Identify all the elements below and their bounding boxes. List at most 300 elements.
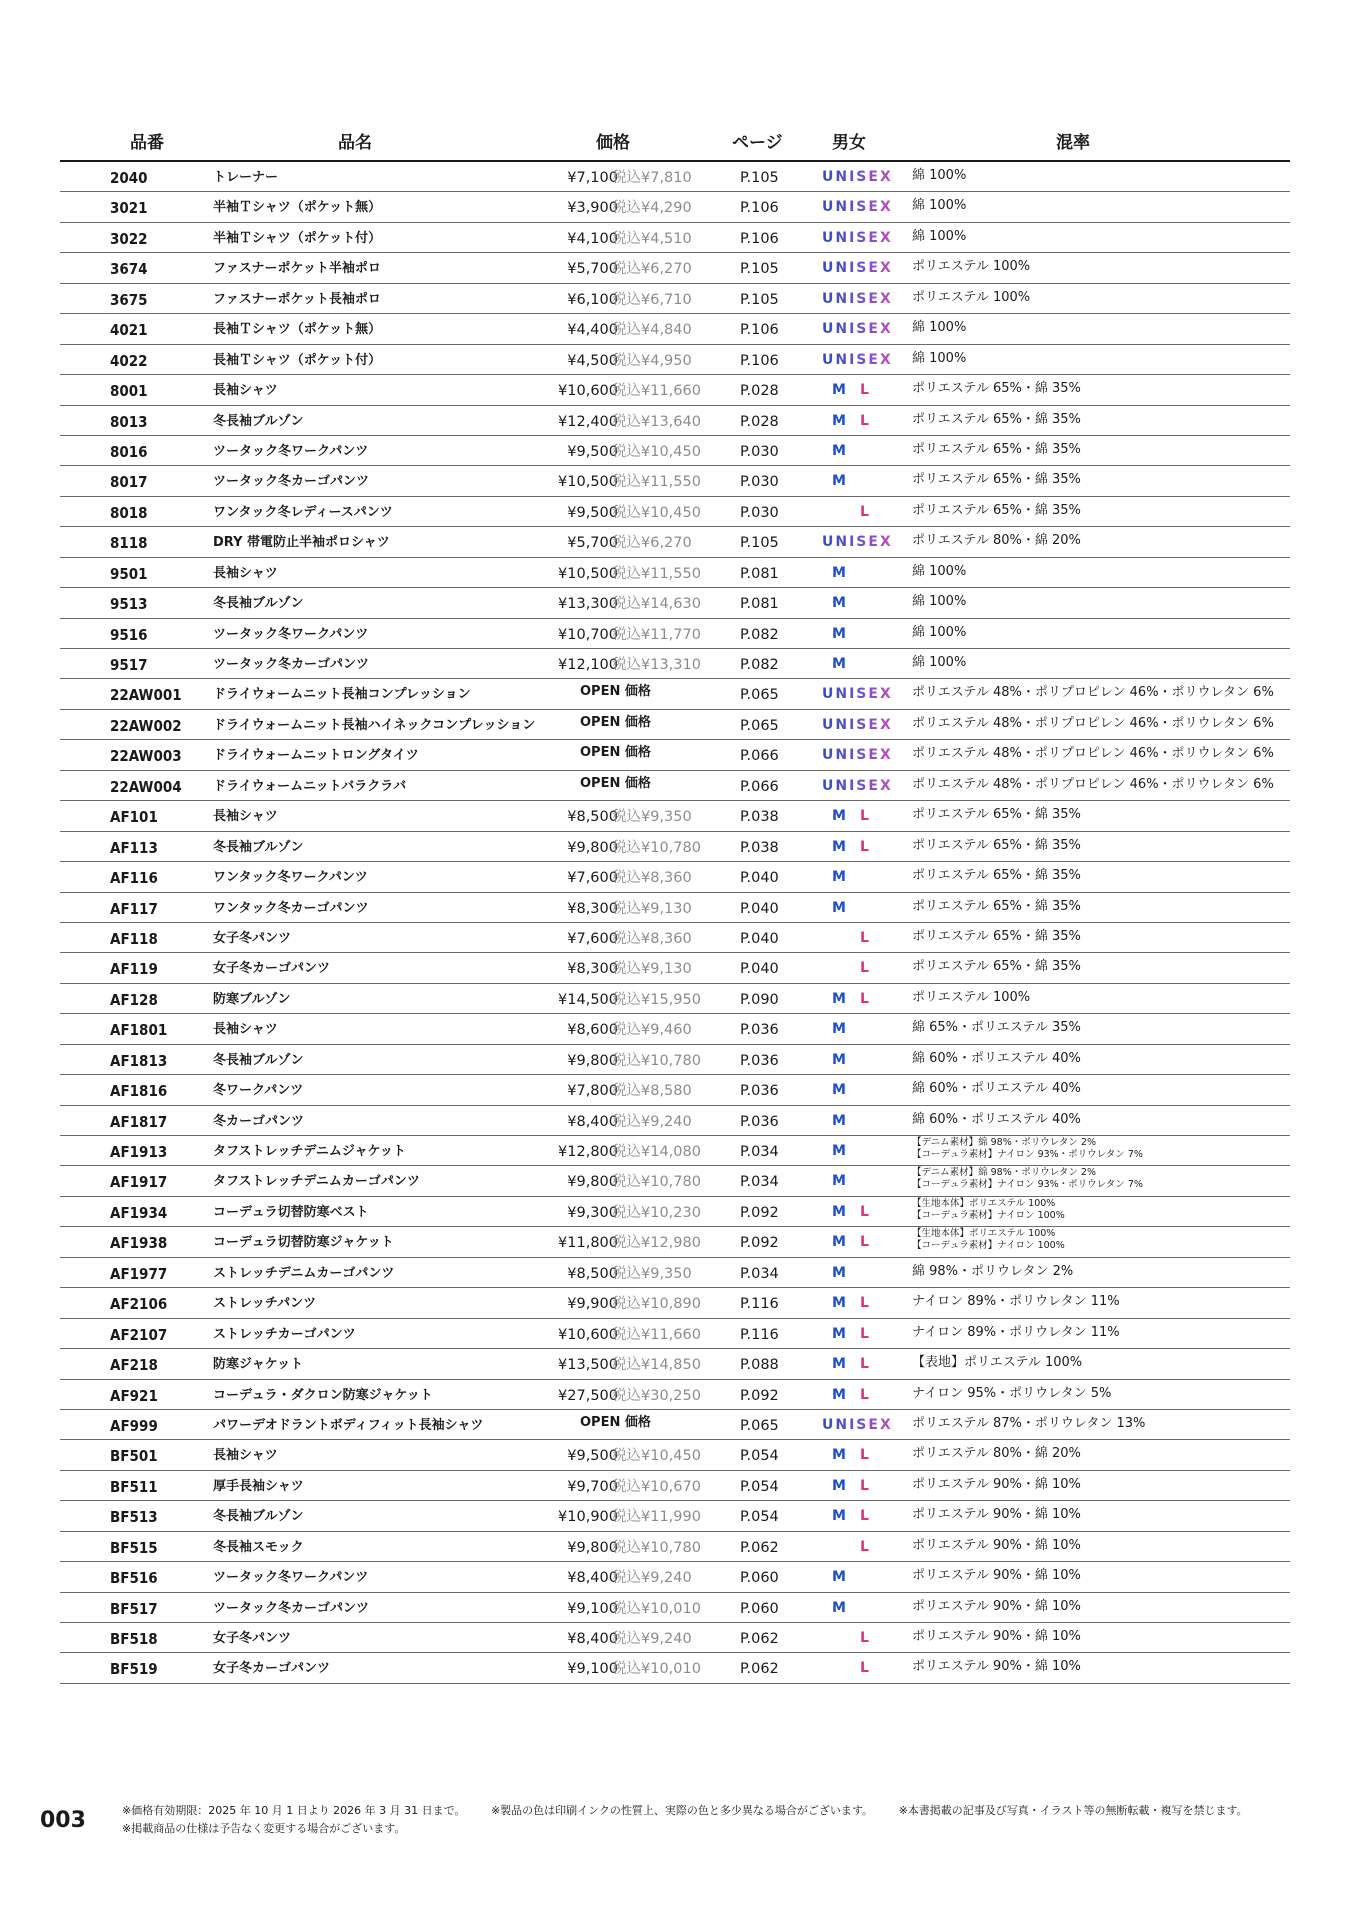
product-code: AF1913 [110, 1143, 168, 1161]
price: ¥10,600 [558, 383, 618, 400]
product-code: AF1816 [110, 1082, 168, 1101]
product-name: 冬長袖ブルゾン [213, 1509, 304, 1525]
gender-marks [822, 991, 886, 1009]
product-code: AF1938 [110, 1234, 168, 1253]
catalog-page: P.082 [740, 626, 779, 643]
price: ¥12,100 [558, 657, 618, 673]
gender-marks [822, 1387, 886, 1405]
product-name: ツータック冬カーゴパンツ [213, 1600, 370, 1616]
price-tax-included: 税込¥8,360 [612, 870, 692, 887]
price: ¥9,800 [567, 839, 618, 856]
unisex-badge: UNISEX [822, 199, 893, 216]
gender-marks [822, 1630, 886, 1648]
ladies-badge: L [860, 1538, 869, 1555]
table-row [60, 862, 1290, 892]
price-tax-included: 税込¥10,010 [612, 1661, 701, 1678]
product-name: ストレッチパンツ [213, 1296, 317, 1312]
ladies-badge: L [860, 929, 869, 946]
catalog-page: P.028 [740, 413, 779, 430]
catalog-page: P.060 [740, 1600, 779, 1617]
table-row [60, 832, 1290, 862]
mens-badge: M [832, 1021, 846, 1038]
product-name: 防寒ブルゾン [213, 991, 291, 1007]
fabric-blend: ポリエステル 65%・綿 35% [912, 381, 1081, 397]
fabric-blend: ポリエステル 48%・ポリプロピレン 46%・ポリウレタン 6% [912, 685, 1274, 701]
mens-badge: M [832, 1203, 846, 1220]
product-code: BF517 [110, 1599, 158, 1618]
catalog-page: P.040 [740, 870, 779, 887]
product-name: 長袖シャツ [213, 809, 278, 825]
fabric-blend: ポリエステル 65%・綿 35% [912, 502, 1081, 518]
catalog-page: P.105 [740, 261, 779, 278]
gender-marks [822, 1447, 886, 1465]
price-tax-included: 税込¥10,890 [612, 1296, 701, 1313]
catalog-page: P.106 [740, 230, 779, 247]
gender-marks [822, 686, 893, 704]
price-tax-included: 税込¥10,010 [612, 1600, 701, 1617]
mens-badge: M [832, 838, 846, 855]
catalog-page: P.092 [740, 1204, 779, 1221]
fabric-blend-line2: 【コーデュラ素材】ナイロン 100% [912, 1209, 1065, 1221]
product-name: ワンタック冬カーゴパンツ [213, 900, 369, 916]
catalog-page: P.081 [740, 565, 779, 582]
price: ¥9,500 [567, 443, 618, 460]
gender-marks [822, 169, 893, 187]
table-row [60, 588, 1290, 618]
price: ¥4,400 [567, 322, 618, 339]
ladies-badge: L [860, 1295, 869, 1312]
product-code: 9516 [110, 625, 148, 644]
fabric-blend: ポリエステル 87%・ポリウレタン 13% [912, 1415, 1146, 1431]
fabric-blend-line1: 【デニム素材】綿 98%・ポリウレタン 2% [912, 1137, 1096, 1148]
gender-marks [822, 1478, 886, 1496]
product-name: ワンタック冬ワークパンツ [213, 870, 368, 886]
fabric-blend [912, 1228, 1272, 1252]
mens-badge: M [832, 1599, 846, 1616]
table-row [60, 619, 1290, 649]
fabric-blend: ナイロン 89%・ポリウレタン 11% [912, 1294, 1120, 1310]
product-name: タフストレッチデニムジャケット [213, 1144, 406, 1159]
unisex-badge: UNISEX [822, 290, 893, 307]
price: ¥7,100 [567, 170, 618, 186]
price: ¥10,700 [558, 626, 618, 643]
fabric-blend: ポリエステル 65%・綿 35% [912, 472, 1081, 488]
table-row [60, 1380, 1290, 1410]
product-code: AF116 [110, 869, 158, 888]
unisex-badge: UNISEX [822, 260, 893, 277]
product-code: 22AW001 [110, 686, 182, 705]
price-tax-included: 税込¥9,350 [612, 809, 692, 826]
mens-badge: M [832, 1143, 846, 1159]
table-row [60, 710, 1290, 740]
price-tax-included: 税込¥10,450 [612, 504, 701, 521]
footer-note-color: ※製品の色は印刷インクの性質上、実際の色と多少異なる場合がございます。 [490, 1804, 874, 1817]
price-tax-included: 税込¥4,840 [612, 322, 692, 339]
product-code: AF1934 [110, 1203, 168, 1222]
product-code: 22AW003 [110, 747, 182, 766]
fabric-blend: ポリエステル 100% [912, 259, 1031, 275]
catalog-page: P.105 [740, 291, 779, 308]
ladies-badge: L [860, 1356, 869, 1373]
mens-badge: M [832, 442, 846, 459]
gender-marks [822, 413, 886, 431]
ladies-badge: L [860, 1630, 869, 1646]
fabric-blend: 綿 100% [912, 198, 967, 214]
header-name: 品名 [338, 133, 372, 153]
gender-marks [822, 290, 893, 309]
price-tax-included: 税込¥10,670 [612, 1478, 701, 1495]
gender-marks [822, 1660, 886, 1678]
ladies-badge: L [860, 1325, 869, 1342]
product-code: AF1801 [110, 1021, 168, 1040]
catalog-page: P.105 [740, 535, 779, 552]
table-row [60, 923, 1290, 953]
price-tax-included: 税込¥4,510 [612, 230, 692, 247]
product-name: 冬長袖スモック [213, 1539, 304, 1555]
ladies-badge: L [860, 503, 869, 520]
price: ¥12,800 [558, 1144, 618, 1160]
price: ¥9,100 [567, 1600, 618, 1617]
product-name: ドライウォームニット長袖ハイネックコンプレッション [213, 717, 536, 733]
catalog-page: P.036 [740, 1022, 779, 1039]
price: ¥9,100 [567, 1661, 618, 1678]
fabric-blend: ポリエステル 65%・綿 35% [912, 441, 1081, 457]
unisex-badge: UNISEX [822, 351, 893, 368]
product-code: AF119 [110, 960, 158, 979]
price-tax-included: 税込¥4,290 [612, 200, 692, 217]
gender-marks [822, 382, 886, 400]
product-code: AF101 [110, 808, 158, 827]
catalog-page: P.105 [740, 170, 779, 186]
product-name: コーデュラ切替防寒ジャケット [213, 1235, 394, 1251]
price-tax-included: 税込¥14,850 [612, 1357, 701, 1374]
ladies-badge: L [860, 1386, 869, 1403]
unisex-badge: UNISEX [822, 777, 893, 794]
catalog-page: P.038 [740, 809, 779, 826]
product-code: BF511 [110, 1477, 158, 1496]
mens-badge: M [832, 1325, 846, 1342]
fabric-blend: ポリエステル 80%・綿 20% [912, 533, 1081, 549]
catalog-page: P.106 [740, 322, 779, 339]
product-name: 女子冬カーゴパンツ [213, 961, 331, 977]
table-header [60, 124, 1290, 162]
price-tax-included: 税込¥11,660 [612, 383, 701, 400]
fabric-blend: ポリエステル 65%・綿 35% [912, 411, 1081, 427]
product-name: ドライウォームニットロングタイツ [213, 748, 419, 764]
mens-badge: M [832, 990, 846, 1007]
price: ¥8,300 [567, 900, 618, 917]
gender-marks [822, 351, 893, 370]
product-code: 3022 [110, 229, 148, 248]
product-table [60, 162, 1290, 1684]
fabric-blend: ポリエステル 48%・ポリプロピレン 46%・ポリウレタン 6% [912, 715, 1274, 731]
price: ¥12,400 [558, 413, 618, 430]
catalog-page: P.062 [740, 1539, 779, 1556]
mens-badge: M [832, 595, 846, 612]
product-name: ツータック冬ワークパンツ [213, 443, 369, 459]
gender-marks [822, 321, 893, 339]
table-row [60, 406, 1290, 436]
gender-marks [822, 1539, 886, 1557]
mens-badge: M [832, 382, 846, 399]
price: ¥9,500 [567, 504, 618, 521]
product-code: 9513 [110, 595, 148, 614]
product-name: 冬ワークパンツ [213, 1083, 304, 1099]
price: ¥8,400 [567, 1570, 618, 1587]
price: ¥8,500 [567, 1265, 618, 1282]
gender-marks [822, 1600, 886, 1618]
gender-marks [822, 229, 893, 248]
gender-marks [822, 1082, 886, 1100]
gender-marks [822, 808, 886, 826]
product-name: 女子冬パンツ [213, 930, 292, 946]
gender-marks [822, 1052, 886, 1070]
fabric-blend: ポリエステル 90%・綿 10% [912, 1598, 1081, 1614]
price-tax-included: 税込¥10,780 [612, 1174, 701, 1191]
product-code: 8118 [110, 534, 148, 553]
price-tax-included: 税込¥11,990 [612, 1509, 701, 1526]
ladies-badge: L [860, 1203, 869, 1220]
price-tax-included: 税込¥10,450 [612, 443, 701, 460]
table-row [60, 771, 1290, 801]
price: ¥6,100 [567, 291, 618, 308]
product-name: コーデュラ切替防寒ベスト [213, 1204, 369, 1220]
product-name: コーデュラ・ダクロン防寒ジャケット [213, 1387, 433, 1403]
gender-marks [822, 900, 886, 918]
price: ¥11,800 [558, 1235, 618, 1252]
catalog-page: P.034 [740, 1265, 779, 1282]
price: ¥10,900 [558, 1509, 618, 1526]
header-code: 品番 [130, 133, 164, 153]
price: ¥8,600 [567, 1022, 618, 1039]
product-code: 8017 [110, 473, 148, 492]
gender-marks [822, 716, 893, 735]
catalog-page: P.030 [740, 504, 779, 521]
fabric-blend: ポリエステル 90%・綿 10% [912, 1507, 1081, 1523]
price-tax-included: 税込¥8,360 [612, 930, 692, 947]
fabric-blend: 綿 100% [912, 624, 967, 640]
product-name: ツータック冬ワークパンツ [213, 1570, 369, 1586]
table-row [60, 1075, 1290, 1105]
product-name: ドライウォームニットバラクラバ [213, 778, 407, 794]
price-tax-included: 税込¥10,230 [612, 1204, 701, 1221]
catalog-page: P.116 [740, 1326, 779, 1343]
catalog-page: P.065 [740, 687, 779, 704]
footer-notes [122, 1802, 1248, 1838]
table-row [60, 1288, 1290, 1318]
product-name: パワーデオドラントボディフィット長袖シャツ [213, 1417, 484, 1433]
product-name: 女子冬カーゴパンツ [213, 1661, 331, 1677]
fabric-blend [912, 1198, 1272, 1222]
mens-badge: M [832, 1234, 846, 1251]
price: ¥7,600 [567, 930, 618, 947]
table-row [60, 253, 1290, 283]
product-code: BF516 [110, 1569, 158, 1588]
mens-badge: M [832, 473, 846, 490]
price-tax-included: 税込¥30,250 [612, 1387, 701, 1404]
product-name: ファスナーポケット半袖ポロ [213, 261, 381, 277]
fabric-blend-line2: 【コーデュラ素材】ナイロン 93%・ポリウレタン 7% [912, 1149, 1143, 1160]
catalog-page: P.106 [740, 352, 779, 369]
product-name: 半袖Ｔシャツ（ポケット付） [213, 230, 382, 246]
product-code: AF1817 [110, 1112, 168, 1131]
gender-marks [822, 1569, 886, 1587]
price: ¥9,700 [567, 1478, 618, 1495]
mens-badge: M [832, 1477, 846, 1494]
price: ¥5,700 [567, 535, 618, 552]
product-code: 22AW002 [110, 716, 182, 735]
price-tax-included: 税込¥11,550 [612, 565, 701, 582]
product-code: BF513 [110, 1508, 158, 1527]
table-row [60, 223, 1290, 253]
table-row [60, 1136, 1290, 1166]
price: ¥10,600 [558, 1326, 618, 1343]
ladies-badge: L [860, 412, 869, 429]
mens-badge: M [832, 1386, 846, 1403]
ladies-badge: L [860, 1660, 869, 1677]
catalog-page: P.038 [740, 839, 779, 856]
footer-note-copyright: ※本書掲載の記事及び写真・イラスト等の無断転載・複写を禁じます。 [898, 1804, 1248, 1817]
product-name: 長袖シャツ [213, 383, 278, 399]
fabric-blend: ポリエステル 100% [912, 989, 1031, 1005]
fabric-blend: ポリエステル 65%・綿 35% [912, 807, 1081, 823]
footer-note-spec: ※掲載商品の仕様は予告なく変更する場合がございます。 [122, 1822, 406, 1835]
catalog-page: P.062 [740, 1631, 779, 1647]
price-tax-included: 税込¥9,130 [612, 900, 692, 917]
price: ¥9,800 [567, 1052, 618, 1069]
price-tax-included: 税込¥14,630 [612, 596, 701, 613]
product-name: 冬長袖ブルゾン [213, 413, 304, 429]
fabric-blend-line1: 【生地本体】ポリエステル 100% [912, 1197, 1056, 1209]
mens-badge: M [832, 625, 846, 642]
gender-marks [822, 443, 886, 461]
unisex-badge: UNISEX [822, 716, 893, 733]
product-name: ストレッチデニムカーゴパンツ [213, 1265, 395, 1281]
gender-marks [822, 260, 893, 278]
header-blend: 混率 [1056, 133, 1090, 153]
price: ¥9,300 [567, 1204, 618, 1221]
table-row [60, 1349, 1290, 1379]
catalog-page: P.034 [740, 1144, 779, 1160]
gender-marks [822, 1326, 886, 1344]
ladies-badge: L [860, 1508, 869, 1525]
mens-badge: M [832, 564, 846, 581]
unisex-badge: UNISEX [822, 534, 893, 551]
product-code: 8016 [110, 442, 148, 461]
product-code: AF999 [110, 1416, 158, 1435]
price-tax-included: 税込¥8,580 [612, 1083, 692, 1100]
product-code: AF921 [110, 1386, 158, 1405]
product-name: 厚手長袖シャツ [213, 1478, 304, 1494]
mens-badge: M [832, 1508, 846, 1525]
product-name: 冬長袖ブルゾン [213, 596, 304, 612]
product-code: BF519 [110, 1660, 158, 1679]
price-tax-included: 税込¥12,980 [612, 1235, 701, 1252]
price-tax-included: 税込¥10,780 [612, 839, 701, 856]
table-row [60, 1501, 1290, 1531]
product-code: AF2106 [110, 1295, 168, 1314]
table-row [60, 1410, 1290, 1440]
product-name: 半袖Ｔシャツ（ポケット無） [213, 200, 382, 216]
table-row [60, 1166, 1290, 1196]
catalog-page: P.066 [740, 778, 779, 795]
product-name: ツータック冬ワークパンツ [213, 626, 369, 642]
unisex-badge: UNISEX [822, 321, 893, 338]
gender-marks [822, 869, 886, 887]
product-name: トレーナー [213, 170, 279, 185]
price: ¥9,800 [567, 1539, 618, 1556]
catalog-page: P.092 [740, 1235, 779, 1252]
table-row [60, 1562, 1290, 1592]
price-tax-included: 税込¥10,780 [612, 1052, 701, 1069]
fabric-blend: 綿 100% [912, 594, 967, 610]
price: ¥9,900 [567, 1296, 618, 1313]
product-name: ツータック冬カーゴパンツ [213, 657, 370, 672]
product-code: AF128 [110, 990, 158, 1009]
product-code: 9501 [110, 564, 148, 583]
product-name: 冬長袖ブルゾン [213, 839, 304, 855]
page-number: 003 [40, 1808, 86, 1833]
fabric-blend: ポリエステル 80%・綿 20% [912, 1446, 1081, 1462]
open-price: OPEN 価格 [580, 775, 651, 791]
mens-badge: M [832, 1051, 846, 1068]
table-row [60, 1227, 1290, 1257]
header-price: 価格 [596, 133, 630, 153]
price: ¥5,700 [567, 261, 618, 278]
table-row [60, 375, 1290, 405]
gender-marks [822, 1265, 886, 1283]
catalog-page: P.036 [740, 1113, 779, 1130]
catalog-page: P.030 [740, 474, 779, 491]
price-tax-included: 税込¥15,950 [612, 991, 701, 1008]
catalog-page: P.034 [740, 1174, 779, 1191]
ladies-badge: L [860, 382, 869, 399]
gender-marks [822, 1356, 886, 1374]
table-row [60, 1319, 1290, 1349]
catalog-page: P.040 [740, 900, 779, 917]
fabric-blend: 綿 98%・ポリウレタン 2% [912, 1263, 1074, 1279]
fabric-blend: 綿 60%・ポリエステル 40% [912, 1111, 1081, 1127]
catalog-page: P.060 [740, 1570, 779, 1587]
gender-marks [822, 747, 893, 765]
product-name: 長袖シャツ [213, 1022, 278, 1038]
gender-marks [822, 930, 886, 948]
price: ¥3,900 [567, 200, 618, 217]
header-page: ページ [732, 133, 783, 153]
fabric-blend: ポリエステル 65%・綿 35% [912, 837, 1081, 853]
price: ¥13,300 [558, 596, 618, 613]
table-row [60, 1471, 1290, 1501]
price: ¥27,500 [558, 1387, 618, 1404]
table-row [60, 436, 1290, 466]
catalog-page: P.036 [740, 1052, 779, 1069]
mens-badge: M [832, 1112, 846, 1129]
product-code: 4022 [110, 351, 148, 370]
table-row [60, 345, 1290, 375]
product-name: 冬カーゴパンツ [213, 1113, 305, 1129]
catalog-page: P.092 [740, 1387, 779, 1404]
price: ¥9,800 [567, 1174, 618, 1191]
product-code: 8001 [110, 382, 148, 401]
product-name: 長袖Ｔシャツ（ポケット無） [213, 322, 382, 338]
product-code: 22AW004 [110, 777, 182, 796]
table-row [60, 953, 1290, 983]
product-name: ドライウォームニット長袖コンプレッション [213, 687, 471, 703]
unisex-badge: UNISEX [822, 229, 893, 246]
table-row [60, 679, 1290, 709]
fabric-blend: 綿 100% [912, 228, 967, 244]
unisex-badge: UNISEX [822, 1416, 893, 1433]
